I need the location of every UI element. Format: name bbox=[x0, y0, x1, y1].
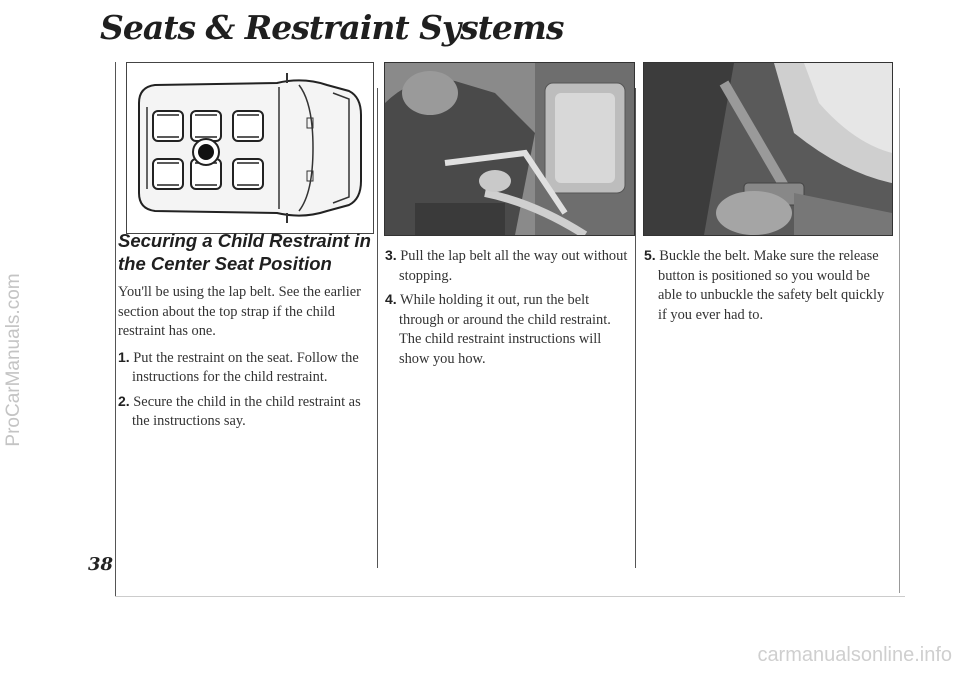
vehicle-top-view-illustration bbox=[127, 63, 373, 233]
step-item-2 bbox=[118, 392, 374, 432]
step-number: 4. bbox=[385, 291, 397, 307]
column-divider-right bbox=[635, 88, 636, 568]
step-text: Secure the child in the child restraint as the instructions say. bbox=[132, 393, 361, 429]
page-number: 38 bbox=[88, 554, 114, 575]
intro-paragraph: You'll be using the lap belt. See the earlier section about the top strap if the child restraint has one. bbox=[118, 284, 361, 339]
step-text: Buckle the belt. Make sure the release button is positioned so you would be able to unbuckle the safety belt quickly if you ever had to. bbox=[658, 248, 885, 323]
step-number: 1. bbox=[118, 348, 130, 365]
step-item-4 bbox=[385, 290, 631, 369]
photo-pulling-lap-belt bbox=[384, 62, 635, 236]
page-bottom-rule bbox=[115, 596, 905, 597]
step-item-3 bbox=[385, 246, 631, 286]
step-number: 3. bbox=[385, 247, 397, 263]
step-number: 2. bbox=[118, 392, 130, 409]
photo-buckling-belt bbox=[643, 62, 893, 236]
column-middle-text bbox=[385, 246, 631, 373]
step-text: Pull the lap belt all the way out without stopping. bbox=[399, 248, 628, 284]
seat-position-diagram bbox=[126, 62, 374, 234]
column-divider-far-right bbox=[899, 88, 900, 593]
step-text: While holding it out, run the belt through or around the child restraint. The child restraint instructions will show you how. bbox=[399, 292, 611, 367]
photo-illustration-buckle bbox=[644, 63, 892, 235]
column-divider-left bbox=[115, 62, 116, 597]
step-item-1 bbox=[118, 348, 374, 388]
step-number: 5. bbox=[644, 247, 656, 263]
watermark-side: ProCarManuals.com bbox=[3, 273, 24, 447]
column-divider-middle bbox=[377, 88, 378, 568]
section-heading: Securing a Child Restraint in the Center Seat Position bbox=[118, 230, 371, 274]
step-text: Put the restraint on the seat. Follow the instructions for the child restraint. bbox=[132, 349, 359, 385]
column-right-text bbox=[644, 246, 892, 329]
watermark-bottom: carmanualsonline.info bbox=[757, 644, 952, 666]
page-title: Seats & Restraint Systems bbox=[100, 8, 564, 47]
step-item-5 bbox=[644, 246, 892, 325]
column-left-text bbox=[118, 283, 374, 436]
photo-illustration-belt-pull bbox=[385, 63, 634, 235]
